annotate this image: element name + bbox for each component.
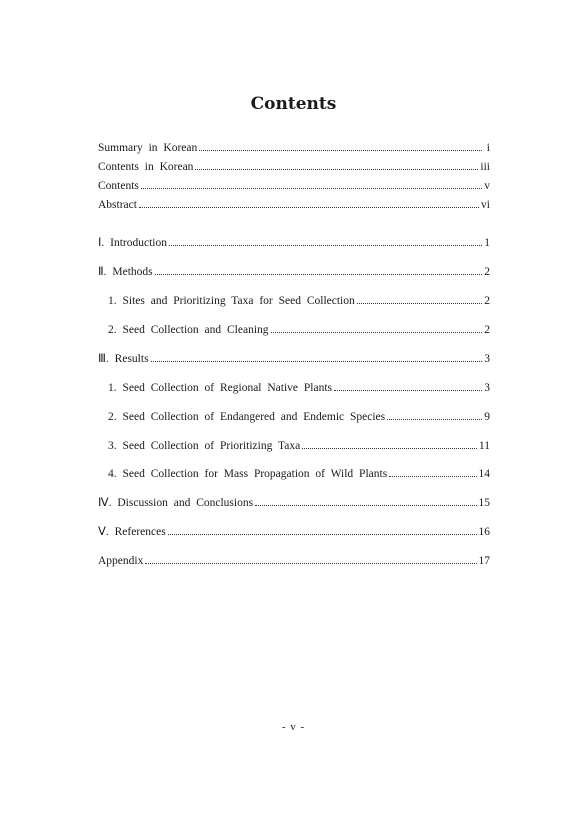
toc-entry-references[interactable] [98, 525, 490, 539]
toc-entry-methods[interactable] [98, 265, 490, 279]
toc-entry-page: 3 [484, 382, 490, 394]
toc-entry-label: Ⅱ. Methods [98, 266, 153, 278]
toc-entry-results[interactable] [98, 352, 490, 366]
toc-entry-label: 3. Seed Collection of Prioritizing Taxa [108, 440, 301, 452]
dot-leader [255, 504, 476, 506]
dot-leader [389, 475, 476, 477]
toc-entry-contents-korean[interactable] [98, 160, 490, 174]
toc-entry-abstract[interactable] [98, 198, 490, 212]
toc-entry-page: vi [481, 199, 490, 211]
dot-leader [302, 447, 477, 449]
toc-entry-label: 1. Sites and Prioritizing Taxa for Seed Collection [108, 295, 355, 307]
toc-entry-page: 9 [484, 411, 490, 423]
dot-leader [145, 562, 476, 564]
dot-leader [334, 389, 482, 391]
toc-entry-page: 17 [478, 555, 490, 567]
page-title: Contents [250, 94, 337, 114]
toc-entry-label: Contents [98, 180, 139, 192]
toc-entry-seed-cleaning[interactable] [108, 323, 490, 337]
dot-leader [357, 302, 482, 304]
dot-leader [195, 168, 478, 170]
toc-entry-label: Ⅴ. References [98, 526, 166, 538]
toc-entry-label: 2. Seed Collection of Endangered and Endemic Species [108, 411, 386, 423]
toc-entry-label: 4. Seed Collection for Mass Propagation of Wild Plants [108, 468, 388, 480]
dot-leader [155, 273, 482, 275]
toc-entry-page: 2 [484, 266, 490, 278]
toc-entry-page: 3 [484, 353, 490, 365]
toc-entry-page: i [486, 142, 490, 154]
dot-leader [387, 418, 482, 420]
toc-entry-page: 14 [478, 468, 490, 480]
toc-entry-regional-native[interactable] [108, 381, 490, 395]
toc-entry-label: Ⅰ. Introduction [98, 237, 167, 249]
toc-entry-sites-taxa[interactable] [108, 294, 490, 308]
toc-entry-page: v [484, 180, 490, 192]
toc-entry-mass-propagation[interactable] [108, 467, 490, 481]
toc-entry-page: 11 [478, 440, 490, 452]
toc-entry-page: iii [480, 161, 490, 173]
toc-entry-label: Contents in Korean [98, 161, 194, 173]
dot-leader [199, 149, 482, 151]
dot-leader [139, 206, 479, 208]
toc-entry-prioritizing-taxa[interactable] [108, 439, 490, 453]
toc-entry-page: 16 [478, 526, 490, 538]
toc-entry-label: Ⅲ. Results [98, 353, 149, 365]
dot-leader [141, 187, 482, 189]
toc-entry-label: 2. Seed Collection and Cleaning [108, 324, 269, 336]
dot-leader [151, 360, 482, 362]
toc-entry-page: 2 [484, 324, 490, 336]
toc-entry-page: 15 [478, 497, 490, 509]
page-number: - v - [281, 721, 306, 733]
toc-entry-endangered-endemic[interactable] [108, 410, 490, 424]
toc-entry-label: 1. Seed Collection of Regional Native Plants [108, 382, 333, 394]
toc-entry-appendix[interactable] [98, 554, 490, 568]
toc-entry-introduction[interactable] [98, 236, 490, 250]
toc-entry-label: Appendix [98, 555, 144, 567]
toc-entry-label: Ⅳ. Discussion and Conclusions [98, 497, 254, 509]
toc-entry-discussion[interactable] [98, 496, 490, 510]
toc-entry-page: 1 [484, 237, 490, 249]
toc-entry-label: Abstract [98, 199, 137, 211]
toc-entry-label: Summary in Korean [98, 142, 198, 154]
dot-leader [169, 244, 482, 246]
toc-entry-summary-korean[interactable] [98, 141, 490, 155]
toc-entry-contents[interactable] [98, 179, 490, 193]
dot-leader [271, 331, 482, 333]
dot-leader [168, 533, 477, 535]
toc-entry-page: 2 [484, 295, 490, 307]
